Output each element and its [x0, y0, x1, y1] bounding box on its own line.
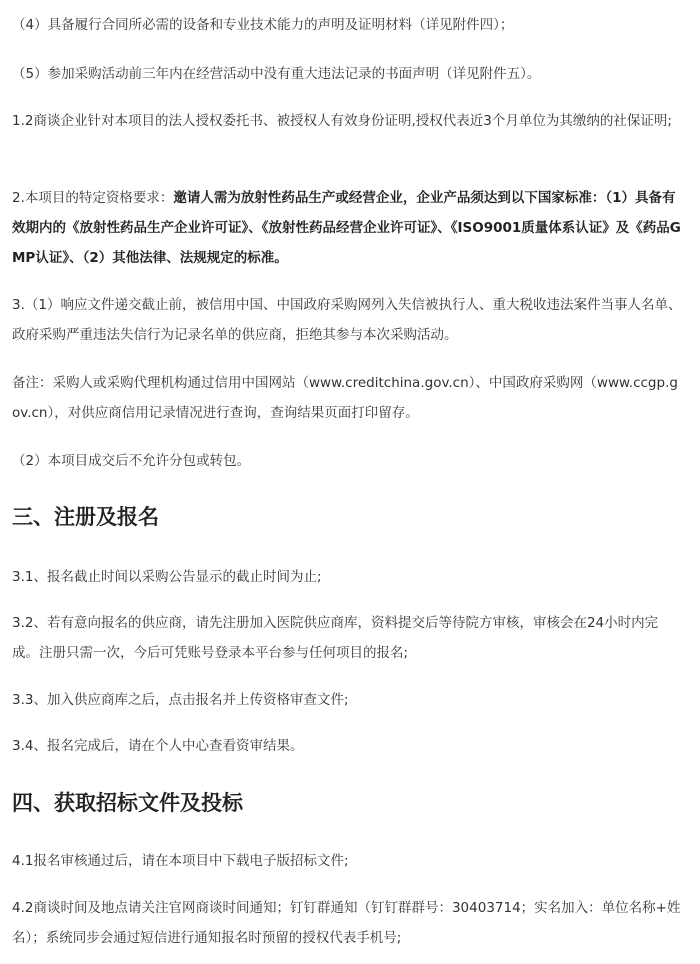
clause-4-1-download: 4.1报名审核通过后，请在本项目中下载电子版招标文件; — [12, 853, 349, 869]
section-4-heading: 四、获取招标文件及投标 — [12, 791, 243, 815]
clause-3-2-register: 3.2、若有意向报名的供应商，请先注册加入医院供应商库，资料提交后等待院方审核，审核会在24小时内完成。注册只需一次，今后可凭账号登录本平台参与任何项目的报名; — [12, 615, 659, 661]
clause-4-2-negotiation: 4.2商谈时间及地点请关注官网商谈时间通知；钉钉群通知（钉钉群群号：30403714；实名加入：单位名称+姓名）；系统同步会通过短信进行通知报名时预留的授权代表手机号; — [12, 900, 681, 946]
section-3-heading: 三、注册及报名 — [12, 505, 159, 529]
requirement-item-5: （5）参加采购活动前三年内在经营活动中没有重大违法记录的书面声明（详见附件五）。 — [12, 66, 541, 82]
clause-3-2: （2）本项目成交后不允许分包或转包。 — [12, 453, 251, 469]
clause-3-1: 3.（1）响应文件递交截止前，被信用中国、中国政府采购网列入失信被执行人、重大税收违法案件当事人名单、政府采购严重违法失信行为记录名单的供应商，拒绝其参与本次采购活动。 — [12, 297, 682, 343]
requirement-item-4: （4）具备履行合同所必需的设备和专业技术能力的声明及证明材料（详见附件四）； — [12, 17, 514, 33]
clause-3-4-result: 3.4、报名完成后，请在个人中心查看资审结果。 — [12, 738, 304, 754]
clause-1-2: 1.2商谈企业针对本项目的法人授权委托书、被授权人有效身份证明,授权代表近3个月单位为其缴纳的社保证明; — [12, 113, 672, 129]
clause-2-special-qualification — [12, 183, 682, 273]
clause-2-label: 2.本项目的特定资格要求： — [12, 190, 174, 206]
remark-credit-check: 备注：采购人或采购代理机构通过信用中国网站（www.creditchina.gov.cn）、中国政府采购网（www.ccgp.gov.cn），对供应商信用记录情况进行查询，查询结果页面打印留存。 — [12, 375, 678, 421]
clause-3-1-deadline: 3.1、报名截止时间以采购公告显示的截止时间为止; — [12, 569, 322, 585]
clause-2-bold-requirement: 邀请人需为放射性药品生产或经营企业，企业产品须达到以下国家标准：（1）具备有效期内的《放射性药品生产企业许可证》、《放射性药品经营企业许可证》、《ISO9001质量体系认证》及《药品GMP认证》、（2）其他法律、法规规定的标准。 — [12, 190, 681, 266]
clause-3-3-upload: 3.3、加入供应商库之后，点击报名并上传资格审查文件; — [12, 692, 349, 708]
